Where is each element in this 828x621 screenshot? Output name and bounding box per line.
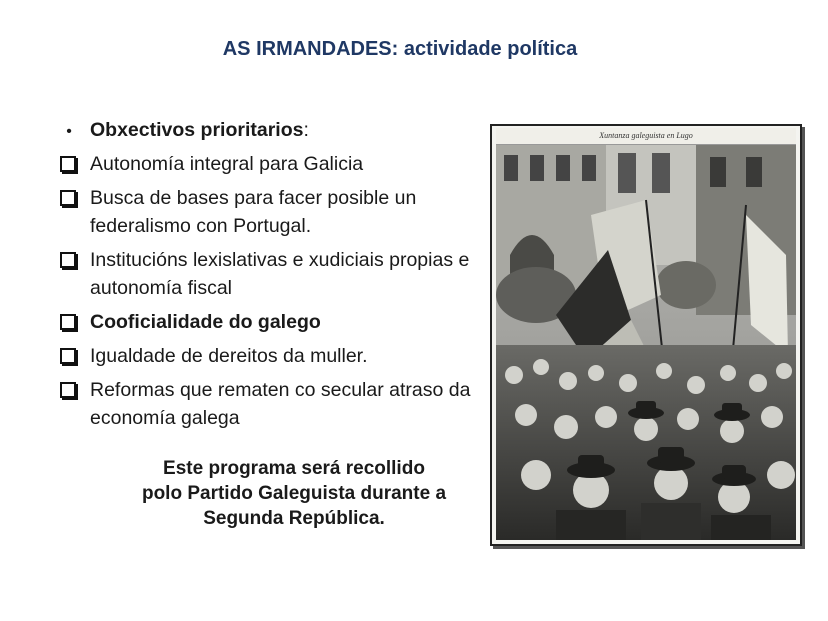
objectives-list: [48, 116, 478, 438]
checkbox-bullet-icon: [48, 246, 90, 268]
slide-title: AS IRMANDADES: actividade política: [222, 38, 578, 60]
closing-line: Segunda República.: [203, 508, 385, 529]
photo-caption: Xuntanza galeguista en Lugo: [496, 128, 796, 145]
crowd-photo-graphic: [496, 145, 796, 540]
checkbox-bullet-icon: [48, 308, 90, 330]
list-item-label: Obxectivos prioritarios: [90, 119, 304, 141]
closing-statement: [88, 456, 500, 531]
checkbox-bullet-icon: [48, 342, 90, 364]
list-item-equality: [48, 342, 478, 370]
list-item-autonomy: [48, 150, 478, 178]
checkbox-bullet-icon: [48, 184, 90, 206]
bullet-dot-icon: •: [66, 123, 72, 140]
checkbox-bullet-icon: [48, 150, 90, 172]
list-item-label: Reformas que rematen co secular atraso da economía galega: [90, 379, 471, 429]
list-item-institutions: [48, 246, 478, 302]
historic-photo: [490, 124, 802, 546]
closing-line: polo Partido Galeguista durante a: [141, 483, 447, 504]
list-item-label: Cooficialidade do galego: [90, 311, 321, 333]
list-item-federalism: [48, 184, 478, 240]
list-item-label: Igualdade de dereitos da muller.: [90, 345, 368, 367]
crowd-photo-icon: [496, 145, 796, 540]
list-item-objectives-heading: [48, 116, 478, 144]
list-item-suffix: :: [303, 119, 309, 141]
list-item-label: Autonomía integral para Galicia: [90, 153, 364, 175]
list-item-label: Institucións lexislativas e xudiciais propias e autonomía fiscal: [90, 249, 470, 299]
closing-line: Este programa será recollido: [163, 458, 425, 479]
list-item-reforms: [48, 376, 478, 432]
checkbox-bullet-icon: [48, 376, 90, 398]
list-item-label: Busca de bases para facer posible un federalismo con Portugal.: [90, 187, 417, 237]
list-item-cooficiality: [48, 308, 478, 336]
